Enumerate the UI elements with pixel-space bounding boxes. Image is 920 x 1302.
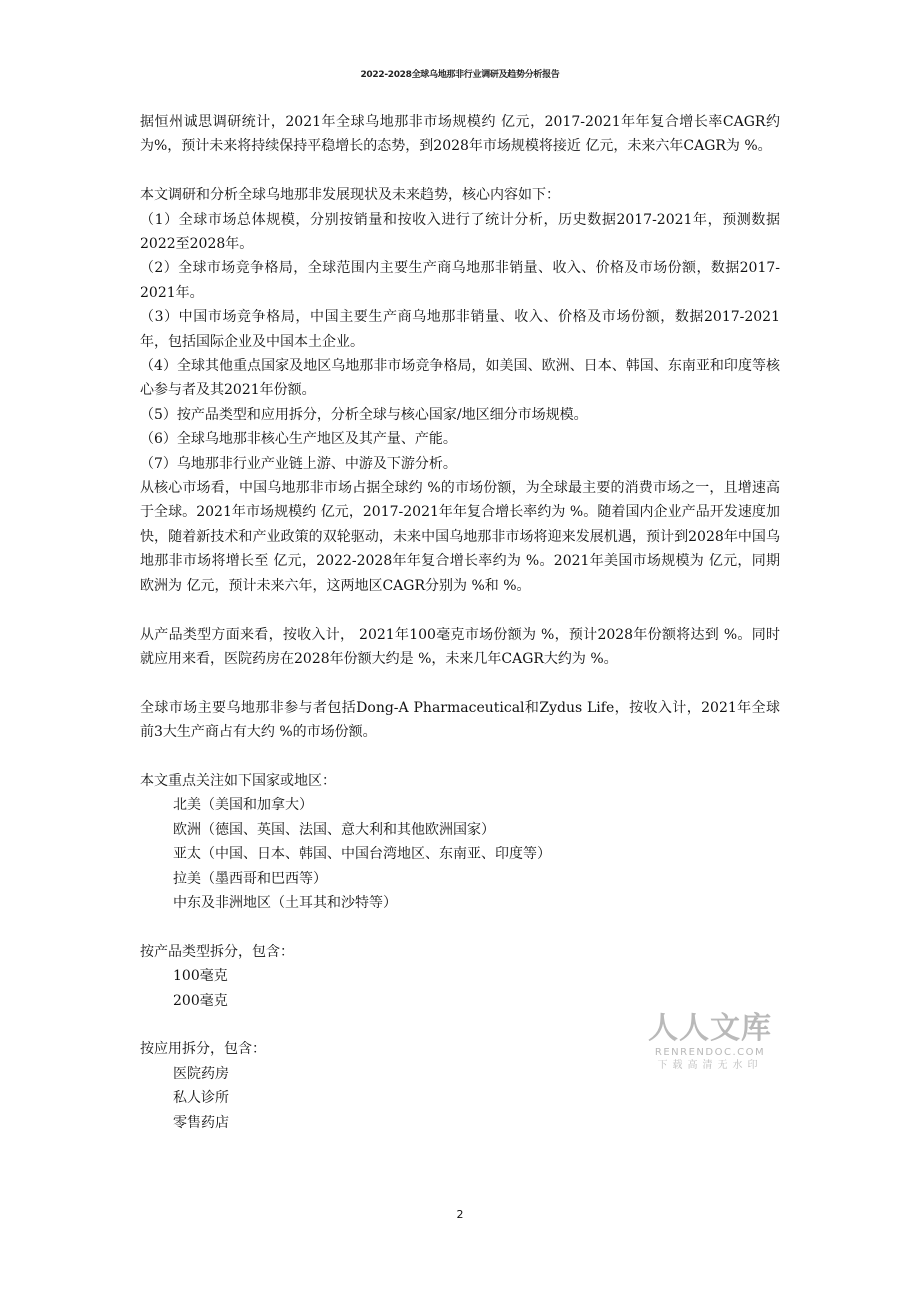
report-header: 2022-2028全球乌地那非行业调研及趋势分析报告 [360, 70, 560, 80]
region-item: 中东及非洲地区（土耳其和沙特等） [173, 894, 397, 911]
content-item-3: （3）中国市场竞争格局，中国主要生产商乌地那非销量、收入、价格及市场份额，数据2017-2021年，包括国际企业及中国本土企业。 [140, 309, 780, 350]
watermark-title: 人人文库 [648, 1011, 772, 1046]
content-item-6: （6）全球乌地那非核心生产地区及其产量、产能。 [140, 431, 457, 448]
product-type-item: 100毫克 [173, 968, 228, 985]
watermark-logo [646, 1012, 774, 1073]
content-item-7: （7）乌地那非行业产业链上游、中游及下游分析。 [140, 455, 457, 472]
region-item: 亚太（中国、日本、韩国、中国台湾地区、东南亚、印度等） [173, 846, 551, 863]
region-item: 欧洲（德国、英国、法国、意大利和其他欧洲国家） [173, 821, 495, 838]
product-types-heading: 按产品类型拆分，包含： [140, 943, 294, 960]
players-paragraph: 全球市场主要乌地那非参与者包括Dong-A Pharmaceutical和Zydus Life，按收入计，2021年全球前3大生产商占有大约 %的市场份额。 [140, 699, 780, 741]
market-size-paragraph: 据恒州诚思调研统计，2021年全球乌地那非市场规模约 亿元，2017-2021年年复合增长率CAGR约为%，预计未来将持续保持平稳增长的态势，到2028年市场规模将接近 亿元，未来六年CAGR为 %。 [140, 114, 780, 155]
product-type-paragraph: 从产品类型方面来看，按收入计， 2021年100毫克市场份额为 %，预计2028年份额将达到 %。同时就应用来看，医院药房在2028年份额大约是 %，未来几年CAGR大约为 %。 [140, 626, 780, 667]
application-item: 医院药房 [173, 1065, 229, 1082]
application-item: 私人诊所 [173, 1090, 229, 1107]
page-number: 2 [456, 1208, 464, 1221]
content-item-1: （1）全球市场总体规模，分别按销量和按收入进行了统计分析，历史数据2017-2021年，预测数据2022至2028年。 [140, 211, 780, 253]
product-type-item: 200毫克 [173, 992, 228, 1009]
paragraph-gap [140, 915, 780, 939]
document-body [140, 110, 780, 1135]
regions-heading: 本文重点关注如下国家或地区： [140, 772, 336, 789]
paragraph-gap [140, 159, 780, 183]
china-market-paragraph: 从核心市场看，中国乌地那非市场占据全球约 %的市场份额，为全球最主要的消费市场之一，且增速高于全球。2021年市场规模约 亿元，2017-2021年年复合增长率约为 %。随着国内企业产品开发速度加快，随着新技术和产业政策的双轮驱动，未来中国乌地那非市场将迎来发展机遇，预计到2028年中国乌地那非市场将增长至 亿元，2022-2028年年复合增长率约为 %。2021年美国市场规模为 亿元，同期欧洲为 亿元，预计未来六年，这两地区CAGR分别为 %和 %。 [140, 480, 780, 594]
region-item: 拉美（墨西哥和巴西等） [173, 870, 327, 887]
intro-paragraph: 本文调研和分析全球乌地那非发展现状及未来趋势，核心内容如下： [140, 187, 560, 204]
paragraph-gap [140, 598, 780, 622]
application-item: 零售药店 [173, 1114, 229, 1131]
applications-heading: 按应用拆分，包含： [140, 1041, 266, 1058]
region-item: 北美（美国和加拿大） [173, 797, 313, 814]
watermark-tagline: 下载高清无水印 [657, 1060, 763, 1071]
content-item-5: （5）按产品类型和应用拆分，分析全球与核心国家/地区细分市场规模。 [140, 406, 588, 423]
content-item-4: （4）全球其他重点国家及地区乌地那非市场竞争格局，如美国、欧洲、日本、韩国、东南亚和印度等核心参与者及其2021年份额。 [140, 358, 780, 399]
content-item-2: （2）全球市场竞争格局，全球范围内主要生产商乌地那非销量、收入、价格及市场份额，数据2017-2021年。 [140, 260, 780, 301]
paragraph-gap [140, 671, 780, 695]
paragraph-gap [140, 745, 780, 769]
watermark-domain: RENRENDOC.COM [654, 1047, 766, 1058]
